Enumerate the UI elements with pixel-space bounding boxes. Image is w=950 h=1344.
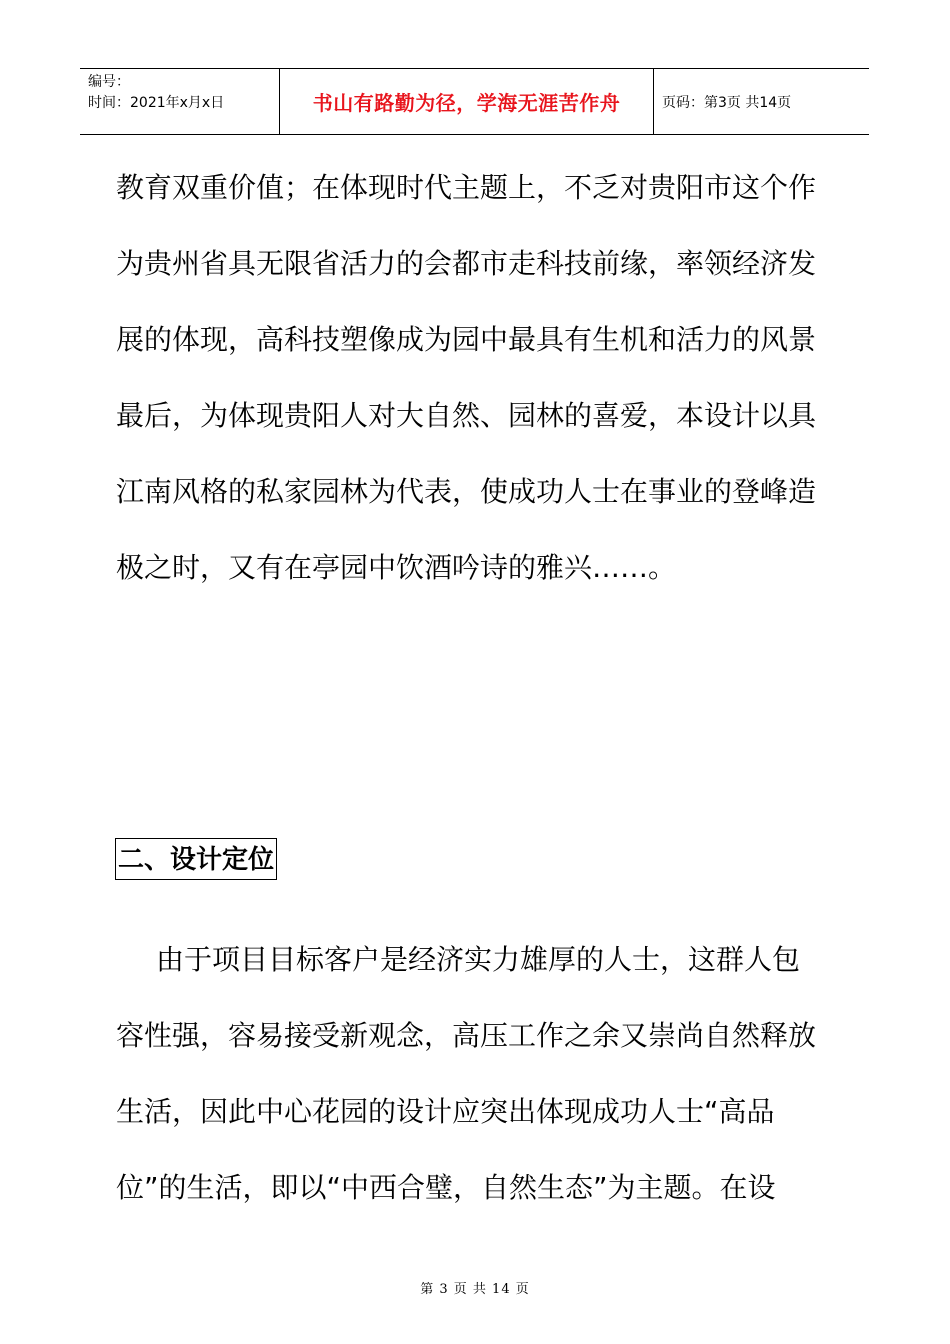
paragraph-line: 展的体现，高科技塑像成为园中最具有生机和活力的风景 — [116, 323, 817, 356]
document-date: 时间：2021年x月x日 — [88, 95, 225, 111]
paragraph-line: 容性强，容易接受新观念，高压工作之余又崇尚自然释放 — [116, 1019, 817, 1052]
header-page-info: 页码：第3页 共14页 — [662, 94, 792, 111]
paragraph-line: 为贵州省具无限省活力的会都市走科技前缘，率领经济发 — [116, 247, 817, 280]
page-header — [80, 68, 869, 135]
paragraph-line: 位”的生活，即以“中西合璧，自然生态”为主题。在设 — [116, 1171, 776, 1204]
paragraph-1 — [116, 150, 836, 606]
paragraph-line: 极之时，又有在亭园中饮酒吟诗的雅兴……。 — [116, 551, 677, 584]
paragraph-line: 江南风格的私家园林为代表，使成功人士在事业的登峰造 — [116, 475, 817, 508]
header-meta-cell — [80, 69, 280, 134]
page-footer: 第 3 页 共 14 页 — [420, 1282, 530, 1297]
paragraph-line: 最后，为体现贵阳人对大自然、园林的喜爱，本设计以具 — [116, 399, 817, 432]
paragraph-line: 由于项目目标客户是经济实力雄厚的人士，这群人包 — [156, 943, 801, 976]
paragraph-2 — [116, 922, 836, 1226]
header-motto: 书山有路勤为径，学海无涯苦作舟 — [280, 69, 654, 134]
paragraph-line: 教育双重价值；在体现时代主题上，不乏对贵阳市这个作 — [116, 171, 817, 204]
section-heading: 二、设计定位 — [115, 838, 277, 880]
document-number-label: 编号： — [88, 74, 130, 90]
paragraph-line: 生活，因此中心花园的设计应突出体现成功人士“高品 — [116, 1095, 775, 1128]
